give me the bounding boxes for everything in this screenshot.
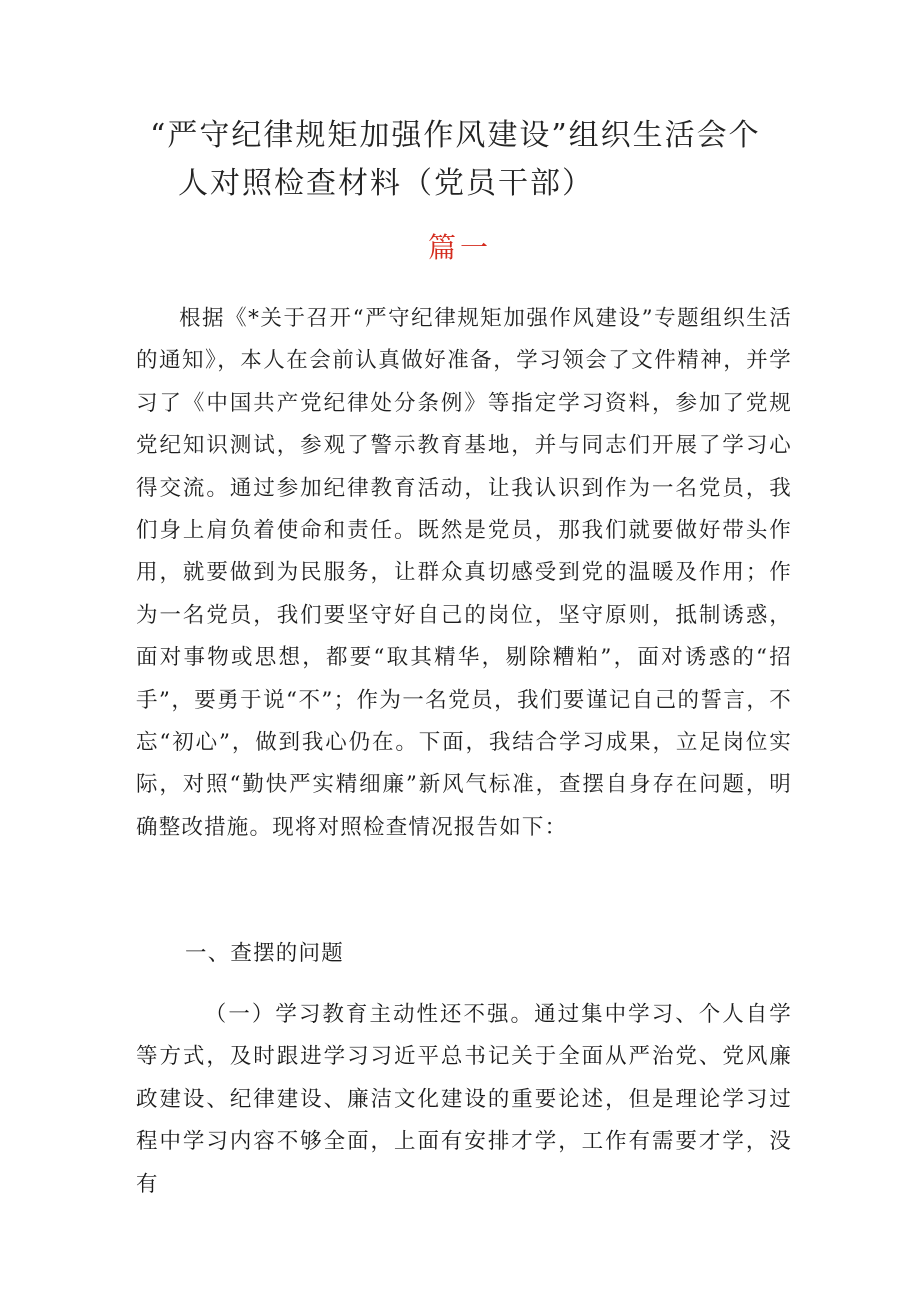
document-title bbox=[150, 112, 810, 208]
paragraph-study: （一）学习教育主动性还不强。通过集中学习、个人自学等方式，及时跟进学习习近平总书记关于全面从严治党、党风廉政建设、纪律建设、廉洁文化建设的重要论述，但是理论学习过程中学习内容不够全面，上面有安排才学，工作有需要才学，没有 bbox=[136, 1002, 792, 1197]
body-section bbox=[136, 298, 792, 849]
title-line-1: “严守纪律规矩加强作风建设”组织生活会个 bbox=[150, 118, 761, 153]
section-label: 篇一 bbox=[427, 231, 492, 264]
heading-problems: 一、查摆的问题 bbox=[185, 941, 344, 966]
body-section-2 bbox=[136, 994, 792, 1206]
paragraph-intro: 根据《*关于召开“严守纪律规矩加强作风建设”专题组织生活的通知》，本人在会前认真做好准备，学习领会了文件精神，并学习了《中国共产党纪律处分条例》等指定学习资料，参加了党规党纪知识测试，参观了警示教育基地，并与同志们开展了学习心得交流。通过参加纪律教育活动，让我认识到作为一名党员，我们身上肩负着使命和责任。既然是党员，那我们就要做好带头作用，就要做到为民服务，让群众真切感受到党的温暖及作用；作为一名党员，我们要坚守好自己的岗位，坚守原则，抵制诱惑，面对事物或思想，都要“取其精华，剔除糟粕”，面对诱惑的“招手”，要勇于说“不”；作为一名党员，我们要谨记自己的誓言，不忘“初心”，做到我心仍在。下面，我结合学习成果，立足岗位实际，对照“勤快严实精细廉”新风气标准，查摆自身存在问题，明确整改措施。现将对照检查情况报告如下： bbox=[136, 306, 792, 840]
title-line-2: 人对照检查材料（党员干部） bbox=[178, 166, 594, 201]
